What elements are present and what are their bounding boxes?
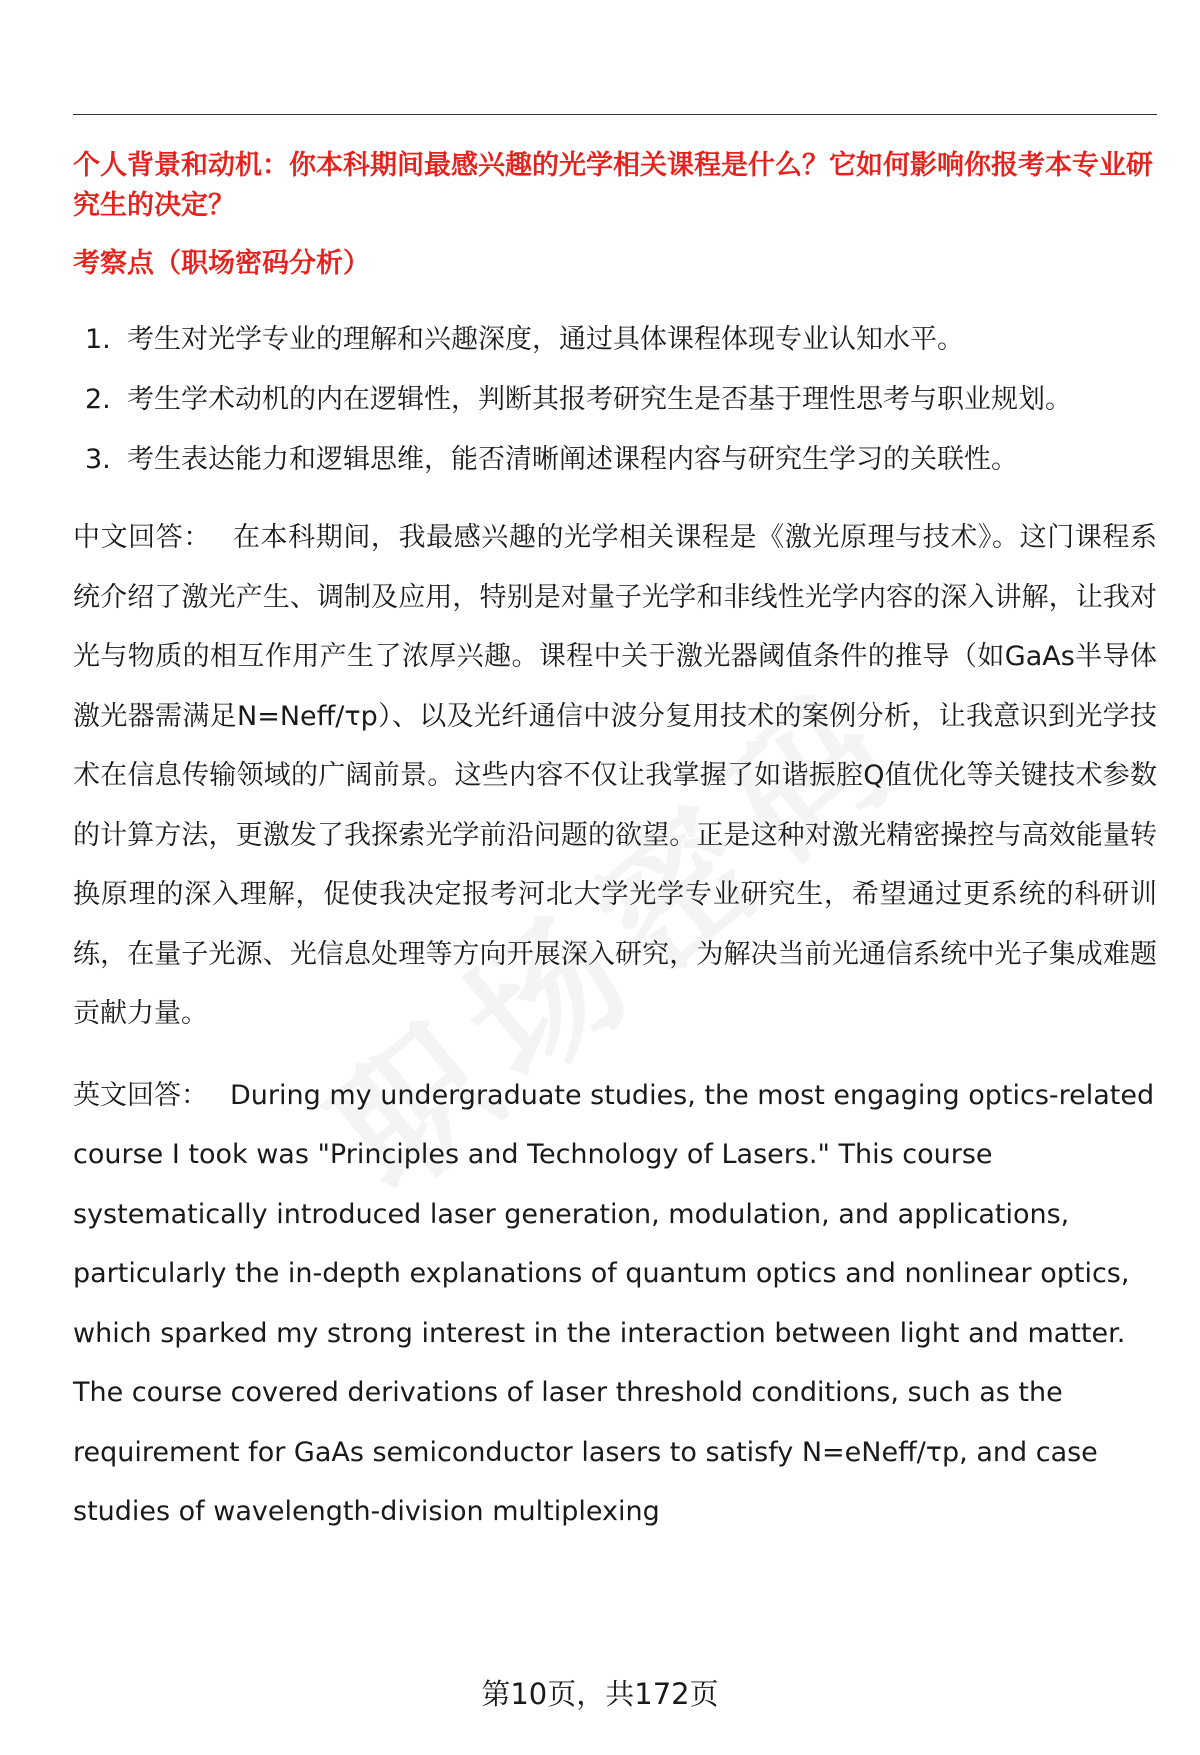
chinese-answer xyxy=(73,508,1157,1044)
english-answer-text: During my undergraduate studies, the most engaging optics-related course I took was "Principles and Technology of Lasers." This course systematically introduced laser generation, modulation, and applications, particularly the in-depth explanations of quantum optics and nonlinear optics, which sparked my strong interest in the interaction between light and matter. The course covered derivations of laser threshold conditions, such as the requirement for GaAs semiconductor lasers to satisfy N=eNeff/τp, and case studies of wavelength-division multiplexing xyxy=(73,1079,1155,1527)
page-number-footer: 第10页，共172页 xyxy=(481,1677,719,1711)
english-answer xyxy=(73,1066,1157,1542)
analysis-point xyxy=(73,310,1157,370)
chinese-answer-text: 在本科期间，我最感兴趣的光学相关课程是《激光原理与技术》。这门课程系统介绍了激光产生、调制及应用，特别是对量子光学和非线性光学内容的深入讲解，让我对光与物质的相互作用产生了浓厚兴趣。课程中关于激光器阈值条件的推导（如GaAs半导体激光器需满足N=Neff/τp）、以及光纤通信中波分复用技术的案例分析，让我意识到光学技术在信息传输领域的广阔前景。这些内容不仅让我掌握了如谐振腔Q值优化等关键技术参数的计算方法，更激发了我探索光学前沿问题的欲望。正是这种对激光精密操控与高效能量转换原理的深入理解，促使我决定报考河北大学光学专业研究生，希望通过更系统的科研训练，在量子光源、光信息处理等方向开展深入研究，为解决当前光通信系统中光子集成难题贡献力量。 xyxy=(73,522,1158,1029)
header-rule xyxy=(73,114,1157,115)
analysis-point xyxy=(73,370,1157,430)
point-number: 3. xyxy=(85,444,111,475)
analysis-points-list xyxy=(73,310,1157,490)
english-answer-label: 英文回答： xyxy=(73,1079,208,1111)
point-text: 考生表达能力和逻辑思维，能否清晰阐述课程内容与研究生学习的关联性。 xyxy=(127,444,1018,475)
analysis-point xyxy=(73,430,1157,490)
chinese-answer-label: 中文回答： xyxy=(73,522,211,553)
point-number: 1. xyxy=(85,324,111,355)
question-heading: 个人背景和动机：你本科期间最感兴趣的光学相关课程是什么？它如何影响你报考本专业研究生的决定？ xyxy=(73,150,1153,221)
analysis-heading: 考察点（职场密码分析） xyxy=(73,248,370,279)
point-number: 2. xyxy=(85,384,111,415)
point-text: 考生对光学专业的理解和兴趣深度，通过具体课程体现专业认知水平。 xyxy=(127,324,964,355)
content-body xyxy=(73,146,1157,1542)
point-text: 考生学术动机的内在逻辑性，判断其报考研究生是否基于理性思考与职业规划。 xyxy=(127,384,1072,415)
